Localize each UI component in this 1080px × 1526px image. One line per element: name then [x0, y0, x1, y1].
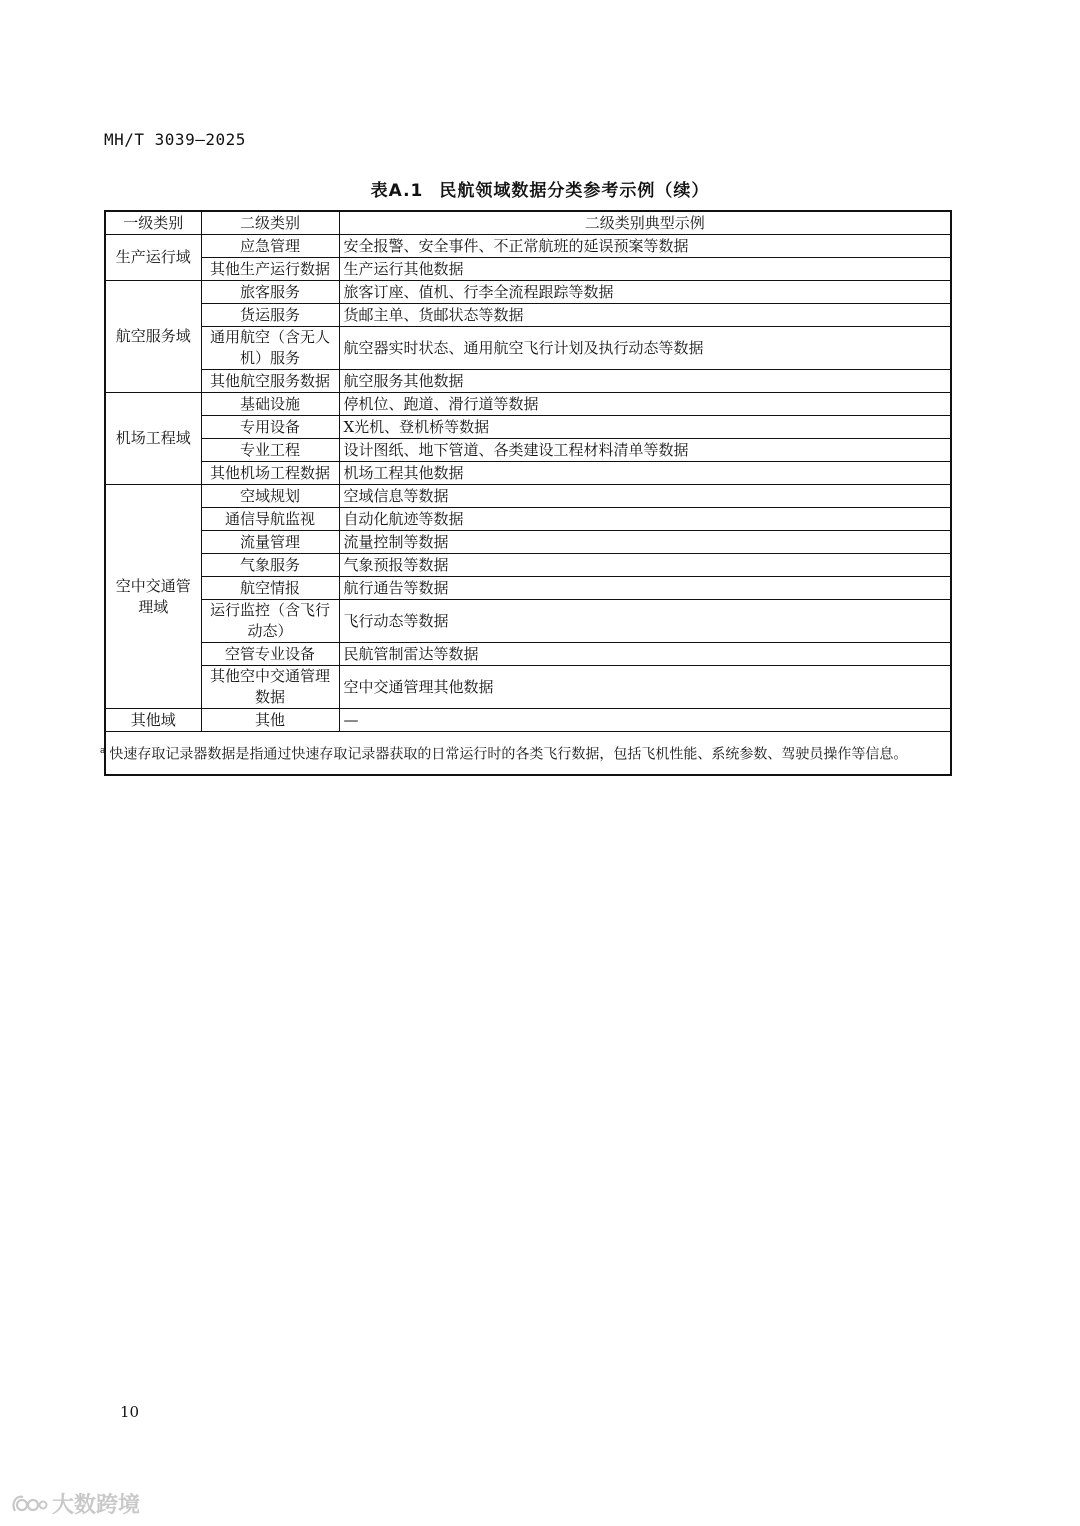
level2-category: 其他机场工程数据: [201, 462, 339, 485]
footnote-text: 快速存取记录器数据是指通过快速存取记录器获取的日常运行时的各类飞行数据，包括飞机性能、系统参数、驾驶员操作等信息。: [109, 746, 908, 763]
example-cell: —: [339, 709, 951, 732]
level2-category: 其他生产运行数据: [201, 258, 339, 281]
level2-category: 流量管理: [201, 531, 339, 554]
table-row: [105, 327, 951, 370]
example-cell: 货邮主单、货邮状态等数据: [339, 304, 951, 327]
watermark: [10, 1488, 140, 1519]
example-cell: 航空器实时状态、通用航空飞行计划及执行动态等数据: [339, 327, 951, 370]
example-cell: 自动化航迹等数据: [339, 508, 951, 531]
level2-category: 运行监控（含飞行动态）: [201, 600, 339, 643]
level2-category: 应急管理: [201, 235, 339, 258]
level1-category: 航空服务域: [105, 281, 201, 393]
level1-category: 生产运行域: [105, 235, 201, 281]
page-number: 10: [120, 1403, 140, 1421]
example-cell: 航行通告等数据: [339, 577, 951, 600]
level2-category: 通用航空（含无人机）服务: [201, 327, 339, 370]
table-row: [105, 577, 951, 600]
watermark-logo-icon: [10, 1491, 48, 1517]
footnote-mark: a: [100, 745, 106, 756]
level2-category: 其他航空服务数据: [201, 370, 339, 393]
document-code: MH/T 3039—2025: [104, 130, 246, 149]
table-row: [105, 531, 951, 554]
table-row: [105, 416, 951, 439]
level1-category: 空中交通管理域: [105, 485, 201, 709]
level2-category: 空域规划: [201, 485, 339, 508]
table-row: [105, 304, 951, 327]
example-cell: X光机、登机桥等数据: [339, 416, 951, 439]
table-row: [105, 508, 951, 531]
level2-category: 旅客服务: [201, 281, 339, 304]
example-cell: 航空服务其他数据: [339, 370, 951, 393]
example-cell: 流量控制等数据: [339, 531, 951, 554]
level2-category: 专业工程: [201, 439, 339, 462]
example-cell: 空域信息等数据: [339, 485, 951, 508]
column-header-level1: 一级类别: [105, 211, 201, 235]
example-cell: 旅客订座、值机、行李全流程跟踪等数据: [339, 281, 951, 304]
example-cell: 生产运行其他数据: [339, 258, 951, 281]
example-cell: 机场工程其他数据: [339, 462, 951, 485]
table-row: [105, 370, 951, 393]
level2-category: 专用设备: [201, 416, 339, 439]
table-row: [105, 462, 951, 485]
table-row: [105, 709, 951, 732]
classification-table: [100, 210, 952, 776]
table-caption: 民航领域数据分类参考示例（续）: [439, 181, 710, 201]
table-number: 表A.1: [370, 181, 424, 201]
table-row: [105, 235, 951, 258]
table-row: [105, 281, 951, 304]
level2-category: 通信导航监视: [201, 508, 339, 531]
level1-category: 机场工程域: [105, 393, 201, 485]
footnote-row: [105, 732, 951, 776]
example-cell: 民航管制雷达等数据: [339, 643, 951, 666]
table-footnote: [100, 732, 951, 776]
level1-category: 其他域: [105, 709, 201, 732]
table-row: [105, 485, 951, 508]
example-cell: 飞行动态等数据: [339, 600, 951, 643]
example-cell: 停机位、跑道、滑行道等数据: [339, 393, 951, 416]
level2-category: 其他空中交通管理数据: [201, 666, 339, 709]
level2-category: 货运服务: [201, 304, 339, 327]
table-row: [105, 643, 951, 666]
example-cell: 安全报警、安全事件、不正常航班的延误预案等数据: [339, 235, 951, 258]
example-cell: 气象预报等数据: [339, 554, 951, 577]
column-header-examples: 二级类别典型示例: [339, 211, 951, 235]
table-title: [0, 176, 1080, 201]
level2-category: 气象服务: [201, 554, 339, 577]
table-row: [105, 666, 951, 709]
level2-category: 其他: [201, 709, 339, 732]
example-cell: 空中交通管理其他数据: [339, 666, 951, 709]
level2-category: 基础设施: [201, 393, 339, 416]
table-row: [105, 600, 951, 643]
level2-category: 航空情报: [201, 577, 339, 600]
table-row: [105, 258, 951, 281]
column-header-level2: 二级类别: [201, 211, 339, 235]
watermark-text: 大数跨境: [52, 1493, 141, 1518]
table-row: [105, 393, 951, 416]
level2-category: 空管专业设备: [201, 643, 339, 666]
table-row: [105, 439, 951, 462]
table-row: [105, 554, 951, 577]
example-cell: 设计图纸、地下管道、各类建设工程材料清单等数据: [339, 439, 951, 462]
